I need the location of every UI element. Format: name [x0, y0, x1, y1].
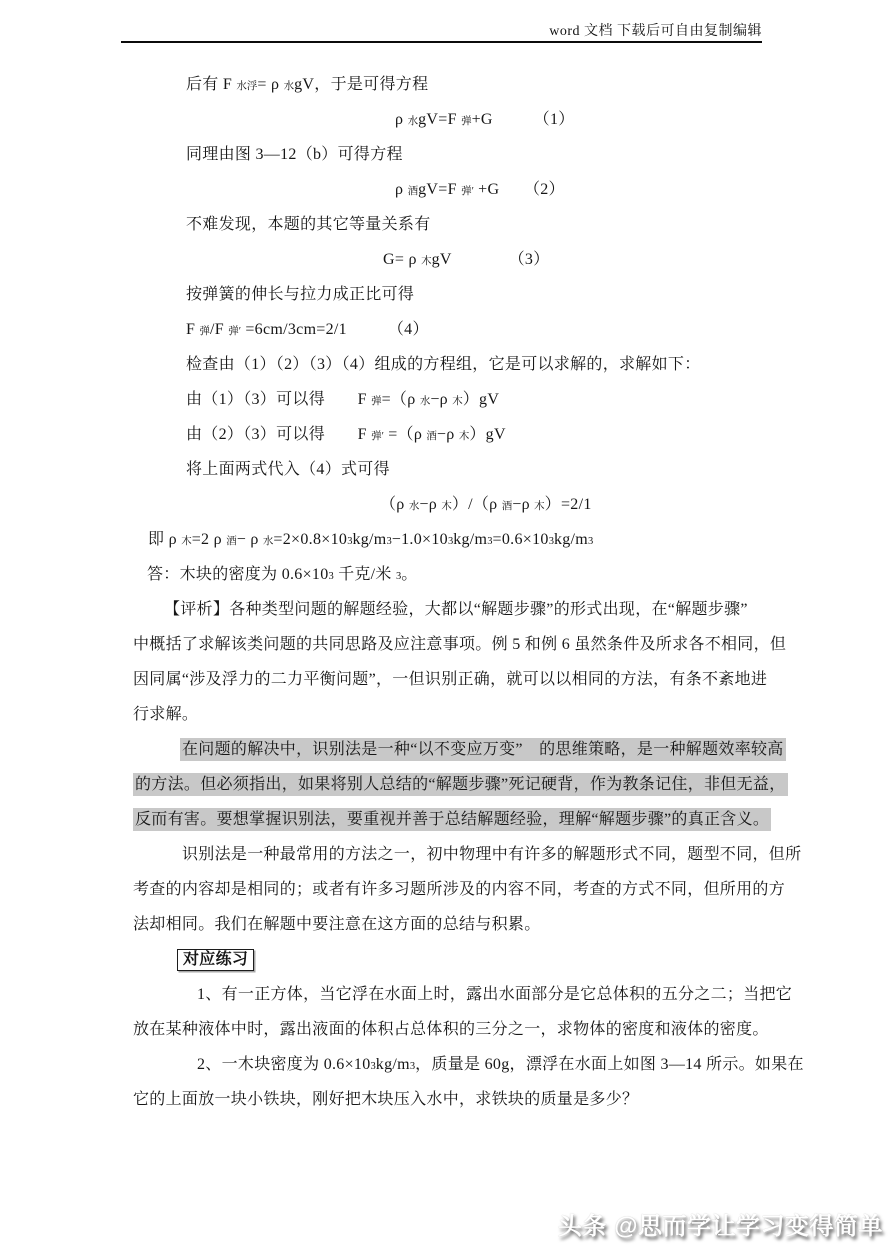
practice-question: 1、有一正方体，当它浮在水面上时，露出水面部分是它总体积的五分之二；当把它 [197, 986, 793, 1003]
text-line: 将上面两式代入（4）式可得 [186, 461, 390, 478]
text-line: 不难发现，本题的其它等量关系有 [186, 216, 431, 233]
practice-question: 2、一木块密度为 0.6×103kg/m3，质量是 60g，漂浮在水面上如图 3—14 所示。如果在 [197, 1056, 804, 1073]
text-line: 后有 F 水浮= ρ 水gV，于是可得方程 [186, 76, 429, 93]
text-line: F 弹/F 弹′ =6cm/3cm=2/1 （4） [186, 321, 429, 338]
text-line: 由（1）（3）可以得 F 弹=（ρ 水−ρ 木）gV [186, 391, 500, 408]
text-line: 由（2）（3）可以得 F 弹′ =（ρ 酒−ρ 木）gV [186, 426, 506, 443]
document-body [133, 67, 804, 1117]
text-line: 按弹簧的伸长与拉力成正比可得 [186, 286, 415, 303]
text-line: 因同属“涉及浮力的二力平衡问题”，一但识别正确，就可以以相同的方法，有条不紊地进 [133, 671, 768, 688]
text-line: 检查由（1）（2）（3）（4）组成的方程组，它是可以求解的，求解如下： [186, 356, 701, 373]
text-line: 考查的内容却是相同的；或者有许多习题所涉及的内容不同，考查的方式不同，但所用的方 [133, 881, 786, 898]
equation: ρ 酒gV=F 弹′ +G （2） [395, 181, 565, 198]
highlight: 在问题的解决中，识别法是一种“以不变应万变” 的思维策略，是一种解题效率较高 [133, 732, 793, 767]
equation: （ρ 水−ρ 木）/（ρ 酒−ρ 木）=2/1 [380, 496, 592, 513]
highlight: 的方法。但必须指出，如果将别人总结的“解题步骤”死记硬背，作为教条记住，非但无益， [133, 767, 793, 802]
text-line: 行求解。 [133, 706, 199, 723]
practice-label: 对应练习 [133, 942, 793, 977]
practice-question: 它的上面放一块小铁块，刚好把木块压入水中，求铁块的质量是多少？ [133, 1091, 639, 1108]
practice-question: 放在某种液体中时，露出液面的体积占总体积的三分之一，求物体的密度和液体的密度。 [133, 1021, 769, 1038]
footer-watermark: 头条 @思而学让学习变得简单 [557, 1213, 883, 1240]
text-line: 识别法是一种最常用的方法之一，初中物理中有许多的解题形式不同，题型不同，但所 [182, 846, 802, 863]
text-line: 法却相同。我们在解题中要注意在这方面的总结与积累。 [133, 916, 541, 933]
header-note: word 文档 下载后可自由复制编辑 [549, 24, 762, 39]
text-line: 中概括了求解该类问题的共同思路及应注意事项。例 5 和例 6 虽然条件及所求各不相同，但 [133, 636, 787, 653]
text-line: 即 ρ 木=2 ρ 酒− ρ 水=2×0.8×103kg/m3−1.0×103kg/m3=0.6×103kg/m3 [148, 531, 594, 548]
equation: ρ 水gV=F 弹+G （1） [395, 111, 575, 128]
text-line: 【评析】各种类型问题的解题经验，大都以“解题步骤”的形式出现，在“解题步骤” [164, 601, 748, 618]
header-rule [121, 41, 762, 43]
text-line: 同理由图 3—12（b）可得方程 [186, 146, 403, 163]
highlight: 反而有害。要想掌握识别法，要重视并善于总结解题经验，理解“解题步骤”的真正含义。 [133, 802, 793, 837]
answer: 答：木块的密度为 0.6×103 千克/米 3。 [147, 566, 418, 583]
equation: G= ρ 木gV （3） [383, 251, 550, 268]
